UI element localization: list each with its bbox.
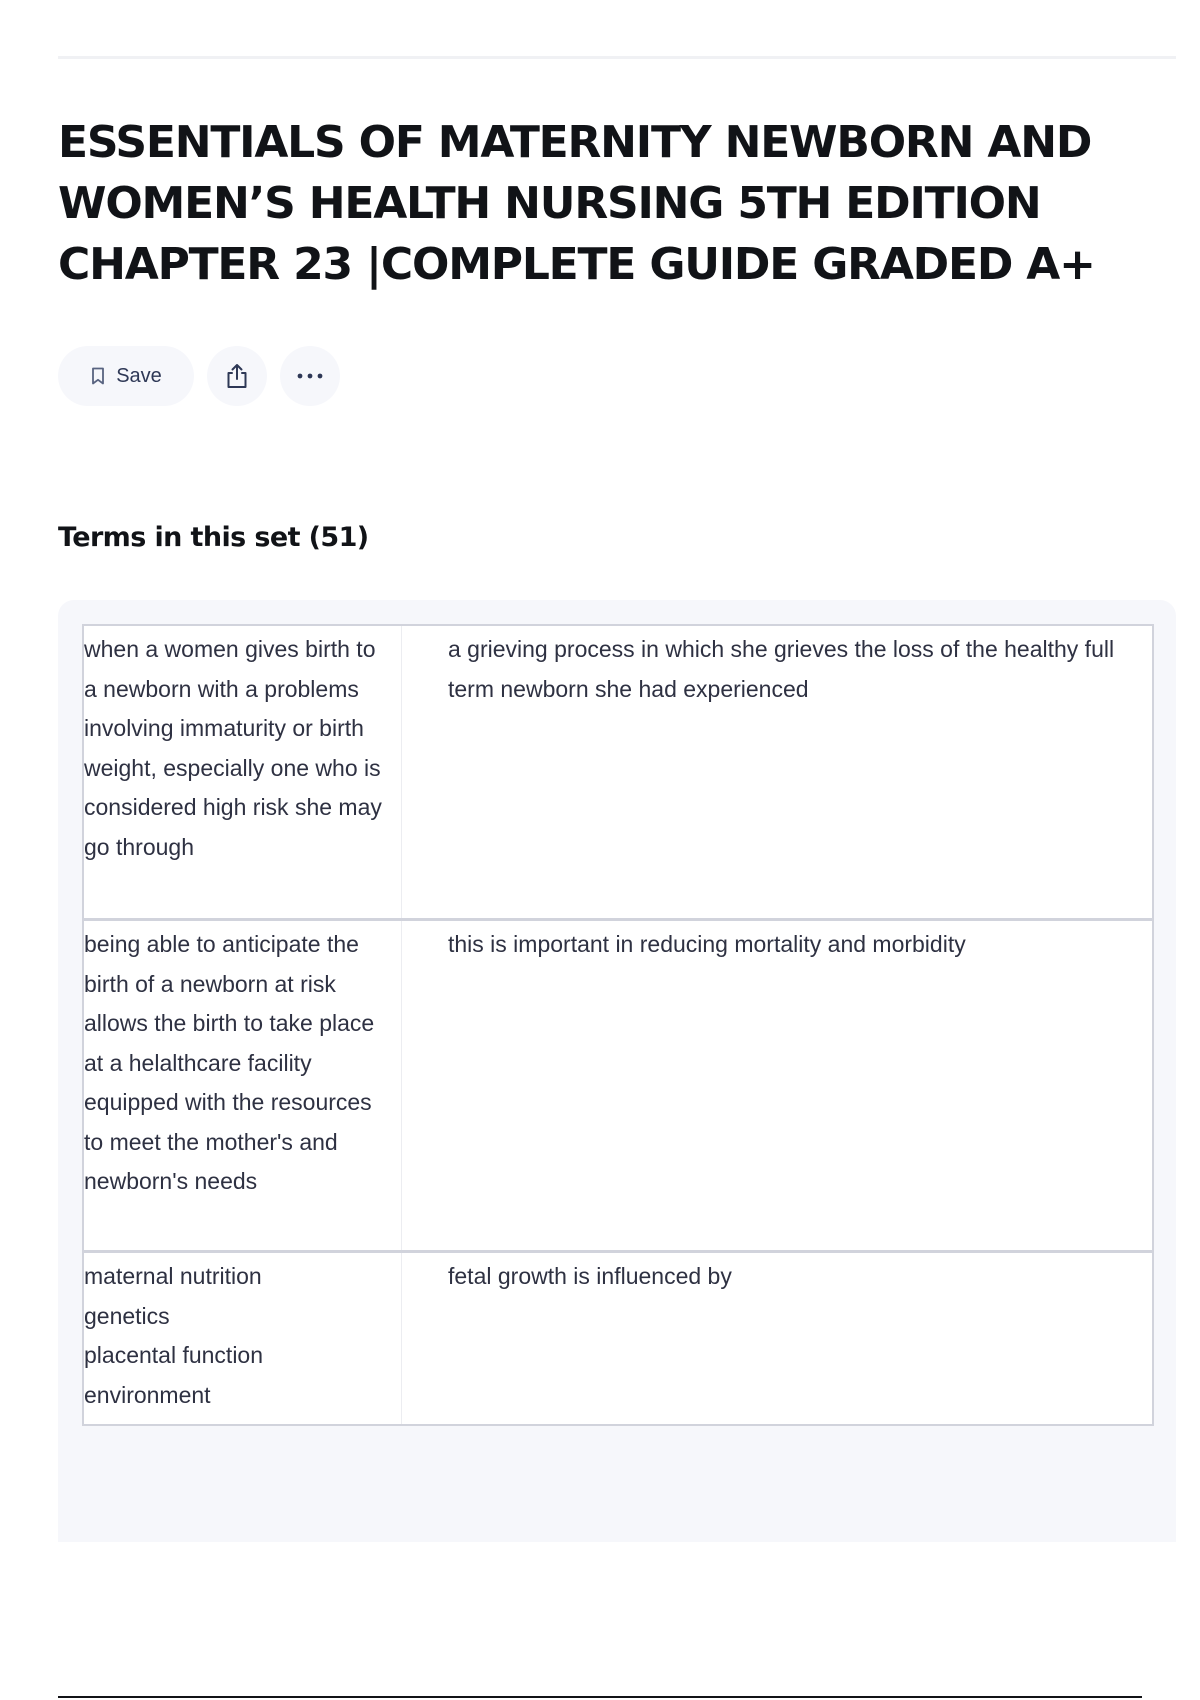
bookmark-icon xyxy=(90,366,106,386)
share-icon xyxy=(224,362,250,390)
bottom-divider xyxy=(58,1696,1142,1698)
more-options-button[interactable] xyxy=(280,346,340,406)
term-cell: maternal nutrition genetics placental function environment xyxy=(84,1253,402,1424)
definition-cell: a grieving process in which she grieves the loss of the healthy full term newborn she had experienced xyxy=(448,636,1115,702)
terms-heading: Terms in this set (51) xyxy=(58,522,369,553)
save-button[interactable] xyxy=(58,346,194,406)
table-row xyxy=(84,918,1152,1250)
term-cell: when a women gives birth to a newborn with a problems involving immaturity or birth weight, especially one who is considered high risk she may go through xyxy=(84,626,402,918)
terms-table xyxy=(82,624,1154,1426)
definition-cell: fetal growth is influenced by xyxy=(448,1263,732,1289)
table-row xyxy=(84,626,1152,918)
table-row xyxy=(84,1250,1152,1424)
page-title: ESSENTIALS OF MATERNITY NEWBORN AND WOMEN’S HEALTH NURSING 5TH EDITION CHAPTER 23 |COMPLETE GUIDE GRADED A+ xyxy=(58,117,1095,290)
more-options-icon xyxy=(296,372,324,380)
definition-cell: this is important in reducing mortality and morbidity xyxy=(448,931,966,957)
terms-panel xyxy=(58,600,1176,1542)
share-button[interactable] xyxy=(207,346,267,406)
action-bar xyxy=(58,346,340,406)
term-cell: being able to anticipate the birth of a newborn at risk allows the birth to take place at a helalthcare facility equipped with the resources to meet the mother's and newborn's needs xyxy=(84,921,402,1250)
top-divider xyxy=(58,56,1176,59)
save-button-label: Save xyxy=(116,364,162,387)
